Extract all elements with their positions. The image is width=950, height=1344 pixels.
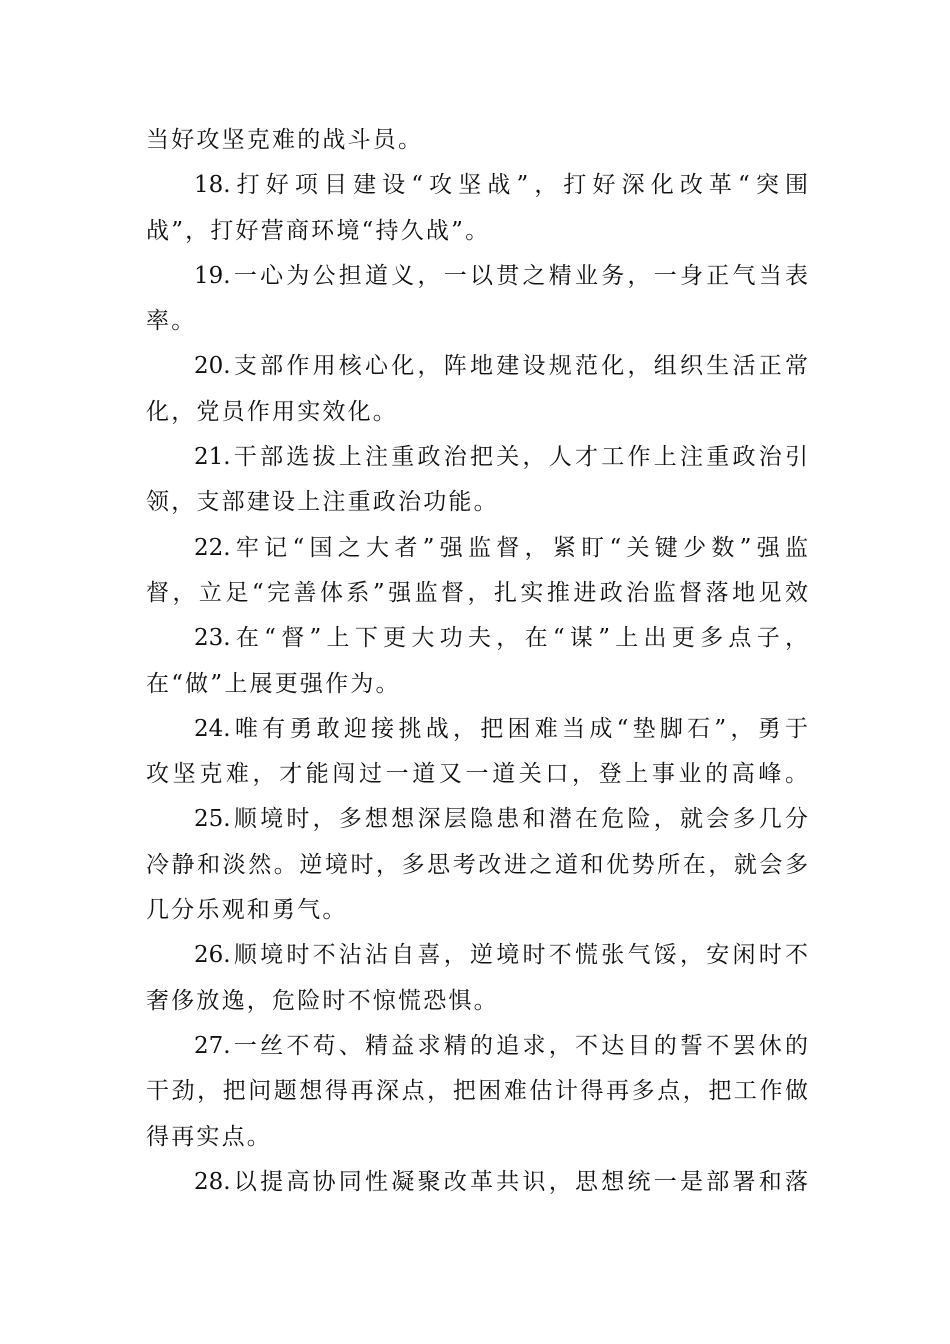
text-line-2: 18.打好项目建设“攻坚战”，打好深化改革“突围	[194, 172, 808, 199]
text-line-10: 22.牢记“国之大者”强监督，紧盯“关键少数”强监	[194, 534, 808, 561]
text-line-11: 督，立足“完善体系”强监督，扎实推进政治监督落地见效	[146, 579, 808, 606]
text-line-18: 几分乐观和勇气。	[146, 897, 348, 924]
text-line-15: 攻坚克难，才能闯过一道又一道关口，登上事业的高峰。	[146, 761, 808, 788]
text-line-5: 率。	[146, 308, 197, 335]
text-line-17: 冷静和淡然。逆境时，多思考改进之道和优势所在，就会多	[146, 851, 808, 878]
text-line-1: 当好攻坚克难的战斗员。	[146, 127, 424, 153]
text-line-21: 27.一丝不苟、精益求精的追求，不达目的誓不罢休的	[194, 1032, 808, 1059]
text-line-13: 在“做”上展更强作为。	[146, 670, 401, 697]
text-line-3: 战”，打好营商环境“持久战”。	[146, 217, 491, 244]
text-line-23: 得再实点。	[146, 1123, 272, 1150]
text-line-14: 24.唯有勇敢迎接挑战，把困难当成“垫脚石”，勇于	[194, 715, 808, 742]
text-line-19: 26.顺境时不沾沾自喜，逆境时不慌张气馁，安闲时不	[194, 942, 808, 969]
text-line-24: 28.以提高协同性凝聚改革共识，思想统一是部署和落	[194, 1168, 808, 1195]
text-line-6: 20.支部作用核心化，阵地建设规范化，组织生活正常	[194, 353, 808, 380]
text-line-7: 化，党员作用实效化。	[146, 398, 398, 425]
text-line-4: 19.一心为公担道义，一以贯之精业务，一身正气当表	[194, 262, 808, 289]
text-line-22: 干劲，把问题想得再深点，把困难估计得再多点，把工作做	[146, 1078, 808, 1105]
document-body	[146, 118, 808, 1205]
text-line-20: 奢侈放逸，危险时不惊慌恐惧。	[146, 987, 499, 1014]
text-line-9: 领，支部建设上注重政治功能。	[146, 489, 499, 516]
text-line-16: 25.顺境时，多想想深层隐患和潜在危险，就会多几分	[194, 806, 808, 833]
text-line-8: 21.干部选拔上注重政治把关，人才工作上注重政治引	[194, 444, 808, 471]
text-line-12: 23.在“督”上下更大功夫，在“谋”上出更多点子，	[194, 625, 808, 652]
